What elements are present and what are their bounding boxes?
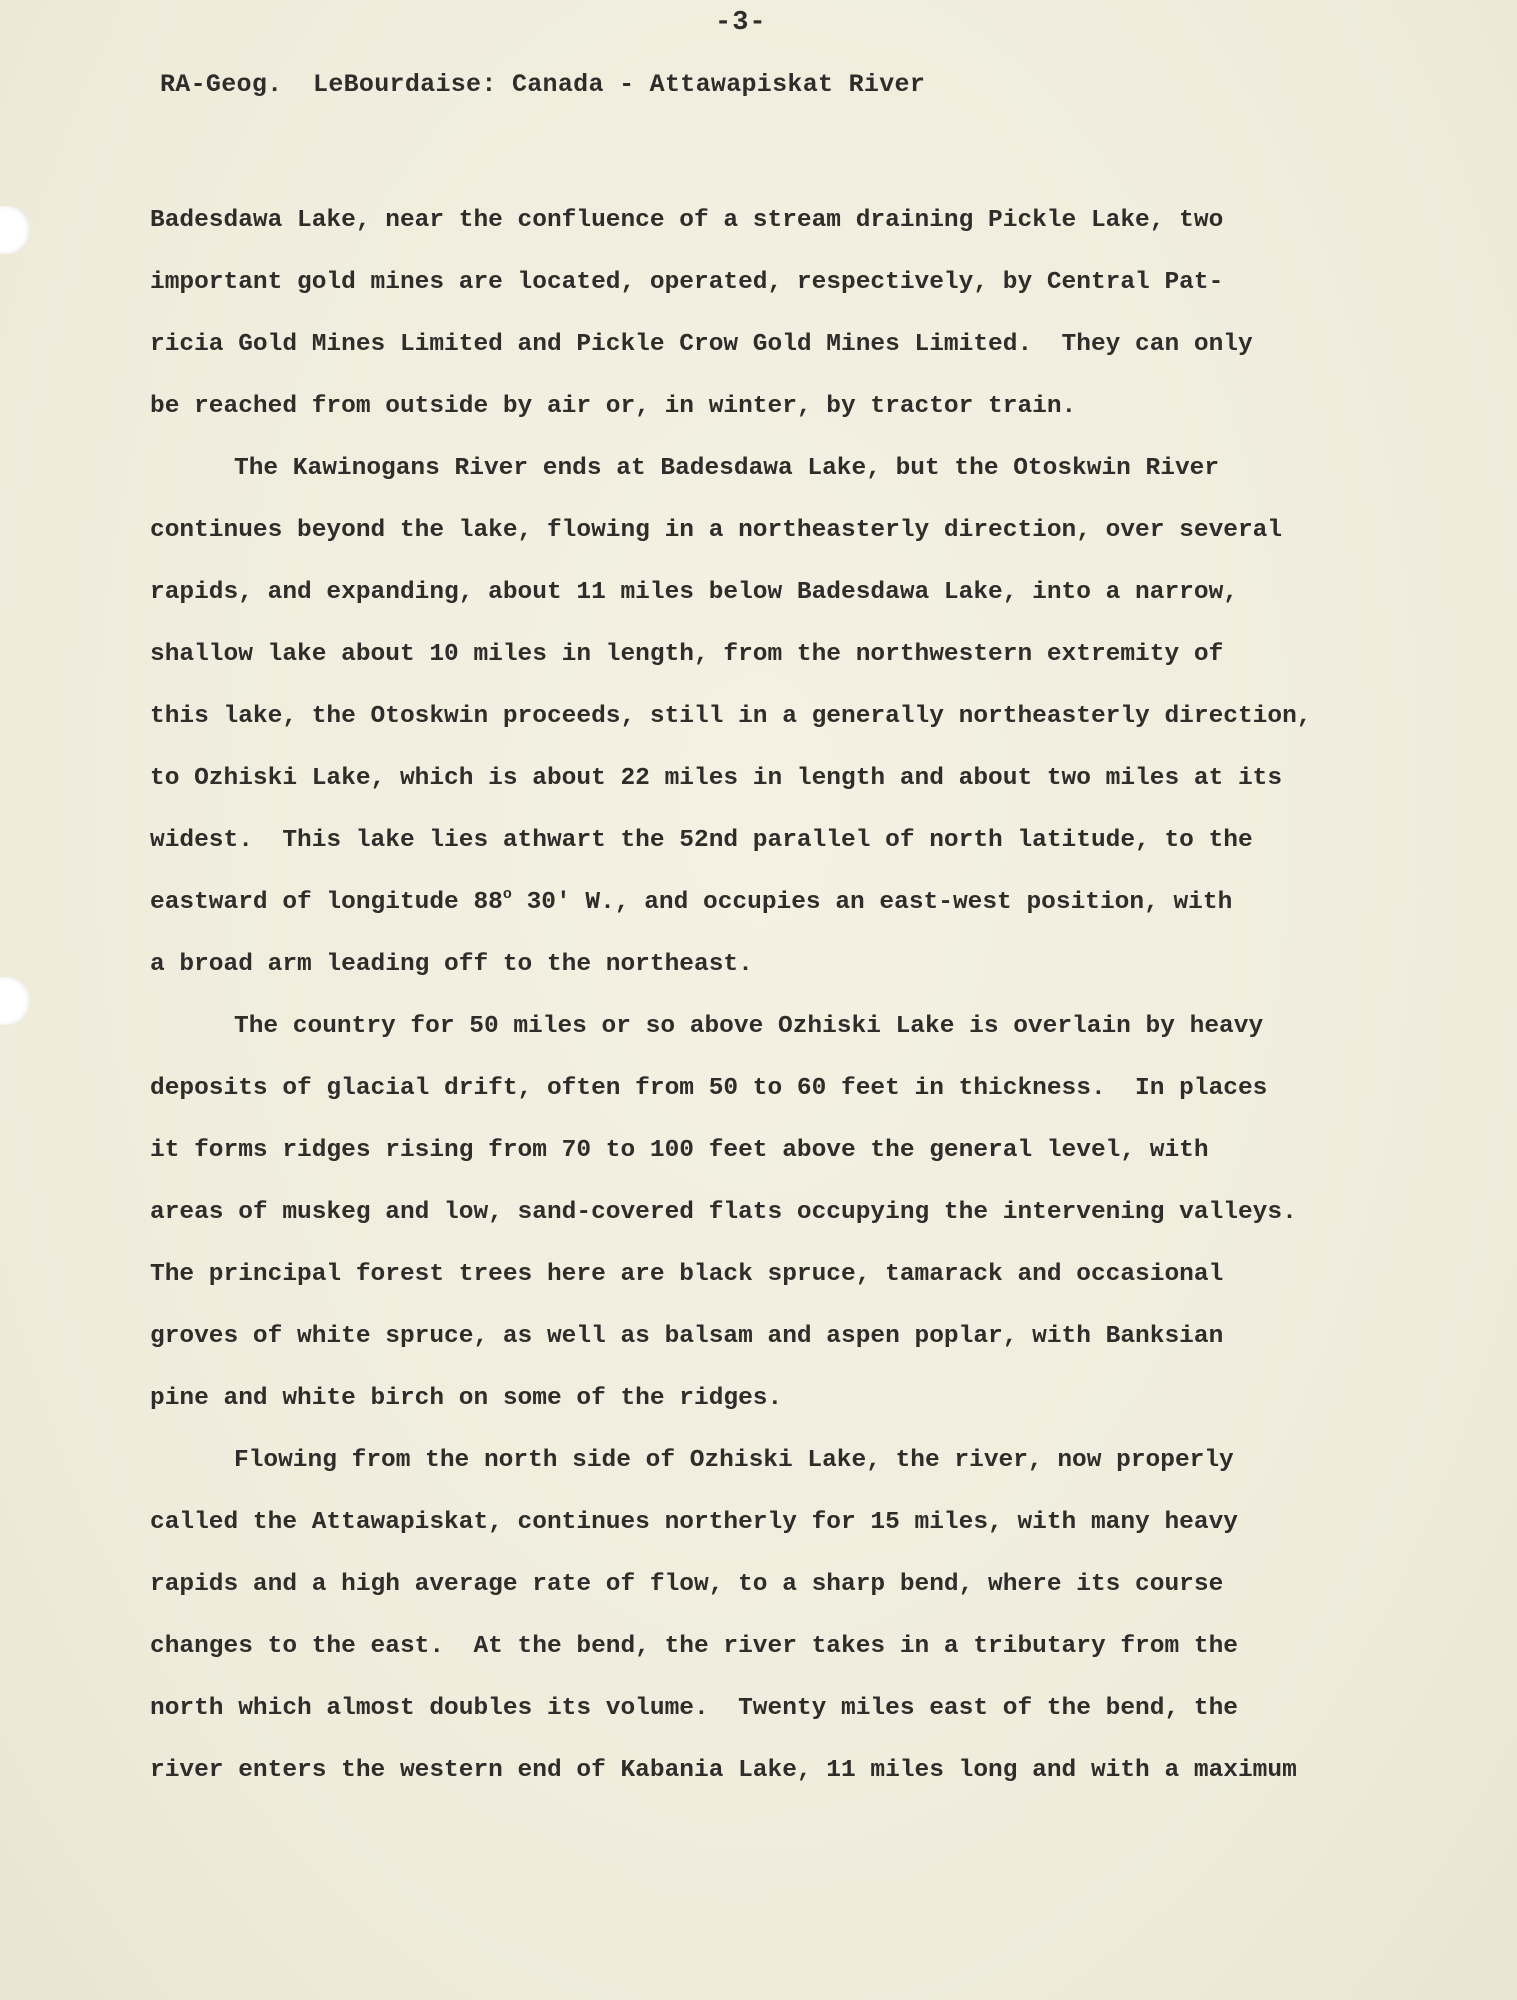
punch-hole-middle (0, 977, 30, 1025)
text-line: deposits of glacial drift, often from 50 to 60 feet in thickness. In places (150, 1075, 1268, 1102)
text-line: pine and white birch on some of the ridges. (150, 1385, 783, 1412)
text-line: Flowing from the north side of Ozhiski Lake, the river, now properly (234, 1447, 1234, 1474)
text-line: continues beyond the lake, flowing in a northeasterly direction, over several (150, 517, 1283, 544)
text-line: north which almost doubles its volume. Twenty miles east of the bend, the (150, 1695, 1238, 1722)
degree-superscript: o (502, 886, 512, 903)
text-line-ozhiski (150, 748, 1380, 810)
page-number: -3- (715, 8, 767, 38)
text-line: Badesdawa Lake, near the confluence of a stream draining Pickle Lake, two (150, 207, 1224, 234)
text-line: important gold mines are located, operated, respectively, by Central Pat- (150, 269, 1224, 296)
body-text (150, 190, 1380, 1802)
text-line: this lake, the Otoskwin proceeds, still in a generally northeasterly direction, (150, 703, 1312, 730)
text-line: river enters the western end of Kabania Lake, 11 miles long and with a maximum (150, 1757, 1297, 1784)
punch-hole-top (0, 206, 30, 254)
document-header: RA-Geog. LeBourdaise: Canada - Attawapiskat River (160, 70, 926, 99)
longitude-after: 30' W., and occupies an east-west position, with (511, 889, 1233, 916)
text-line: rapids and a high average rate of flow, to a sharp bend, where its course (150, 1571, 1224, 1598)
text-line: areas of muskeg and low, sand-covered flats occupying the intervening valleys. (150, 1199, 1297, 1226)
text-line: The principal forest trees here are black spruce, tamarack and occasional (150, 1261, 1224, 1288)
text-line: a broad arm leading off to the northeast. (150, 951, 753, 978)
text-line: ricia Gold Mines Limited and Pickle Crow Gold Mines Limited. They can only (150, 331, 1253, 358)
text-line: called the Attawapiskat, continues northerly for 15 miles, with many heavy (150, 1509, 1238, 1536)
text-line: groves of white spruce, as well as balsam and aspen poplar, with Banksian (150, 1323, 1224, 1350)
text-line: widest. This lake lies athwart the 52nd parallel of north latitude, to the (150, 827, 1253, 854)
text-line: The Kawinogans River ends at Badesdawa Lake, but the Otoskwin River (234, 455, 1220, 482)
ozhiski-before: to Ozhiski Lake, which is about 22 miles in length (150, 765, 886, 792)
text-line: shallow lake about 10 miles in length, from the northwestern extremity of (150, 641, 1224, 668)
longitude-before: eastward of longitude 88 (150, 889, 503, 916)
text-line-longitude (150, 872, 1380, 934)
text-line: rapids, and expanding, about 11 miles below Badesdawa Lake, into a narrow, (150, 579, 1238, 606)
text-line: changes to the east. At the bend, the river takes in a tributary from the (150, 1633, 1238, 1660)
ozhiski-after: and about two miles at its (885, 765, 1283, 792)
text-line: it forms ridges rising from 70 to 100 feet above the general level, with (150, 1137, 1209, 1164)
text-line: The country for 50 miles or so above Ozhiski Lake is overlain by heavy (234, 1013, 1264, 1040)
text-line: be reached from outside by air or, in winter, by tractor train. (150, 393, 1077, 420)
